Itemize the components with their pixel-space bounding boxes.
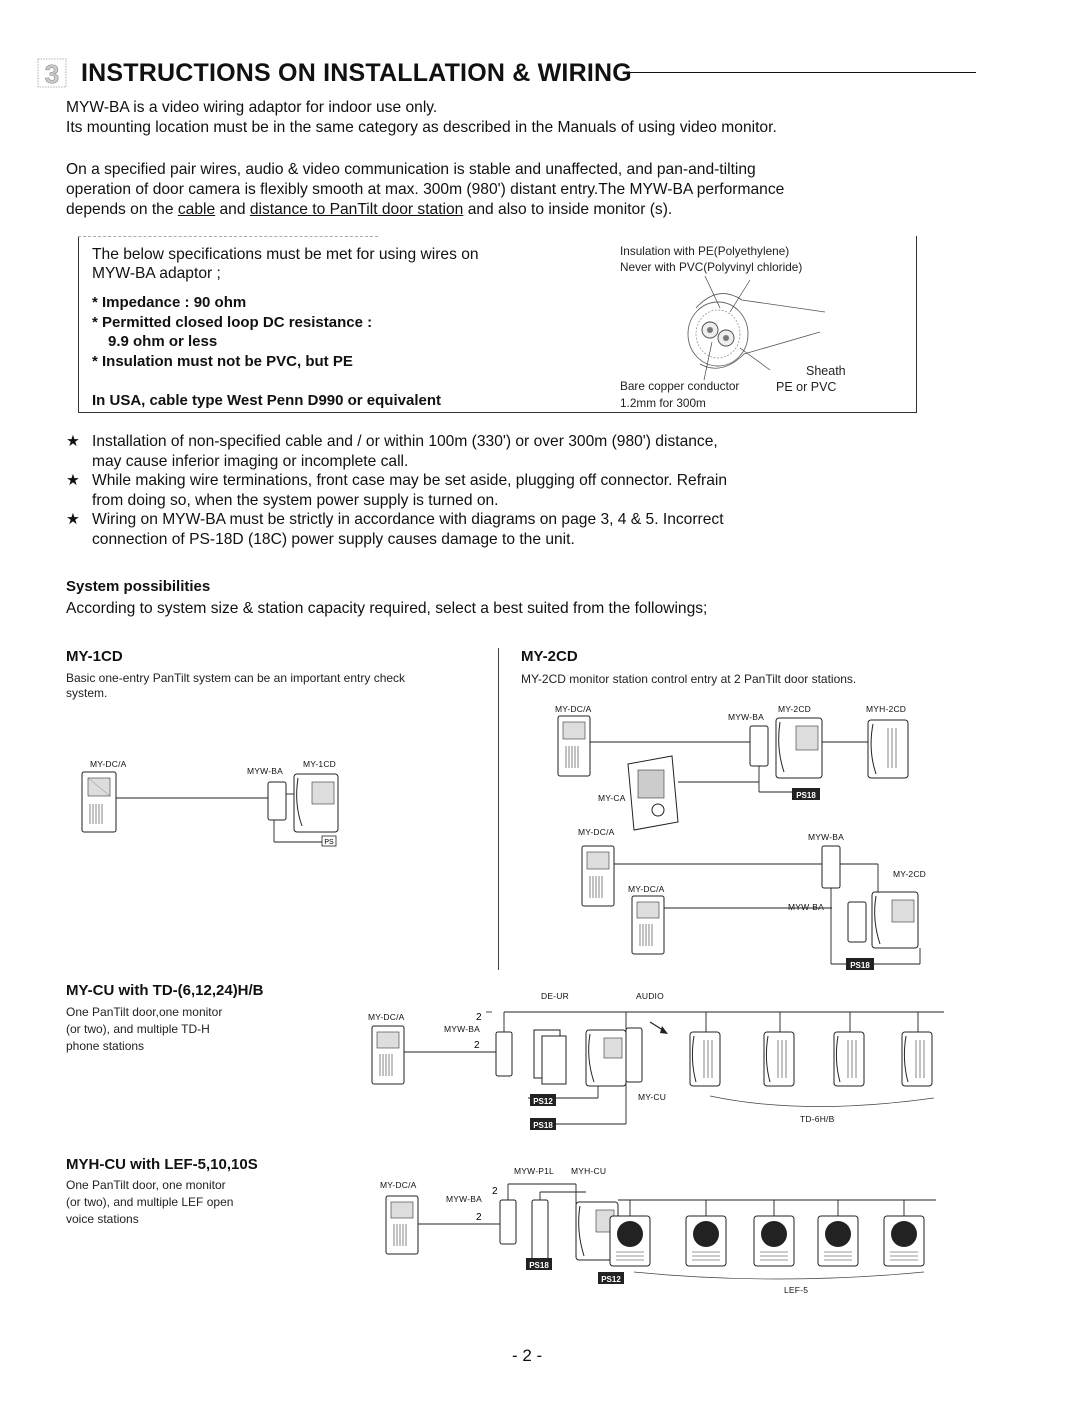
mycu-adaptor-label: MYW-BA bbox=[444, 1024, 480, 1034]
my1cd-caption-2: system. bbox=[66, 686, 108, 700]
my2cd-adaptor-c-label: MYW-BA bbox=[788, 902, 824, 912]
adaptor-icon bbox=[268, 782, 286, 842]
para2-line-1: On a specified pair wires, audio & video communication is stable and unaffected, and pan-and-tilting bbox=[66, 161, 756, 178]
adaptor-icon bbox=[848, 902, 866, 942]
my1cd-caption-1: Basic one-entry PanTilt system can be an important entry check bbox=[66, 671, 406, 685]
mycu-deur-label: DE-UR bbox=[541, 991, 569, 1001]
phone-icon bbox=[764, 1032, 794, 1086]
title-rule bbox=[623, 72, 976, 73]
section-title bbox=[37, 56, 632, 90]
door-station-icon bbox=[582, 846, 614, 906]
underlined-cable: cable bbox=[177, 201, 216, 218]
monitor-icon bbox=[776, 718, 822, 778]
door-station-icon bbox=[386, 1196, 418, 1254]
myhcu-adaptor-label: MYW-BA bbox=[446, 1194, 482, 1204]
column-divider bbox=[498, 648, 499, 970]
myhcu-num-top: 2 bbox=[492, 1186, 498, 1197]
intro-line-2: Its mounting location must be in the same category as described in the Manuals of using video monitor. bbox=[66, 119, 777, 136]
note-2 bbox=[66, 471, 1026, 510]
mycu-unit-label: MY-CU bbox=[638, 1092, 667, 1102]
sheath-material-label: PE or PVC bbox=[776, 380, 837, 394]
speaker-station-icon bbox=[754, 1216, 794, 1266]
unit-icon bbox=[626, 1028, 642, 1082]
door-station-icon bbox=[82, 772, 116, 832]
mycu-caption-1: One PanTilt door,one monitor bbox=[66, 1005, 223, 1019]
deur-icon bbox=[534, 1030, 566, 1084]
myhcu-ps12-label: PS12 bbox=[601, 1275, 621, 1284]
monitor-icon bbox=[586, 1030, 626, 1086]
page-number: - 2 - bbox=[512, 1346, 543, 1365]
myhcu-title: MYH-CU with LEF-5,10,10S bbox=[66, 1156, 258, 1173]
para2-text-a: depends on the bbox=[66, 201, 178, 218]
system-possibilities-heading: System possibilities bbox=[66, 578, 211, 595]
my2cd-adaptor-a-label: MYW-BA bbox=[728, 712, 764, 722]
mycu-audio-label: AUDIO bbox=[636, 991, 664, 1001]
my2cd-caption: MY-2CD monitor station control entry at 2 PanTilt door stations. bbox=[521, 672, 857, 686]
spec-bullet-resistance: * Permitted closed loop DC resistance : bbox=[92, 314, 373, 331]
my1cd-adaptor-label: MYW-BA bbox=[247, 766, 283, 776]
my2cd-monitor-b-label: MY-2CD bbox=[893, 869, 927, 879]
myhcu-p1l-label: MYW-P1L bbox=[514, 1166, 554, 1176]
my2cd-adaptor-b-label: MYW-BA bbox=[808, 832, 844, 842]
my1cd-diagram bbox=[80, 770, 350, 850]
spec-bullet-insulation: * Insulation must not be PVC, but PE bbox=[92, 353, 353, 370]
my2cd-title: MY-2CD bbox=[521, 648, 578, 665]
conductor-label: Bare copper conductor bbox=[620, 379, 740, 393]
speaker-station-icon bbox=[610, 1216, 650, 1266]
spec-bullet-impedance: * Impedance : 90 ohm bbox=[92, 294, 247, 311]
myhcu-door-label: MY-DC/A bbox=[380, 1180, 417, 1190]
mycu-door-label: MY-DC/A bbox=[368, 1012, 405, 1022]
my2cd-ps-b-label: PS18 bbox=[850, 961, 870, 970]
mycu-ps12-label: PS12 bbox=[533, 1097, 553, 1106]
adaptor-icon bbox=[750, 726, 768, 766]
mycu-title: MY-CU with TD-(6,12,24)H/B bbox=[66, 982, 264, 999]
mycu-caption-3: phone stations bbox=[66, 1039, 145, 1053]
my2cd-phone-a-label: MYH-2CD bbox=[866, 704, 907, 714]
mycu-num-bottom: 2 bbox=[474, 1040, 480, 1051]
my2cd-door-c-label: MY-DC/A bbox=[628, 884, 665, 894]
conductor-size-label: 1.2mm for 300m bbox=[620, 396, 706, 410]
my2cd-ps-a-label: PS18 bbox=[796, 791, 816, 800]
monitor-icon bbox=[872, 892, 918, 948]
adaptor-icon bbox=[496, 1032, 512, 1076]
system-possibilities-text: According to system size & station capacity required, select a best suited from the followings; bbox=[66, 600, 708, 617]
mycu-diagram bbox=[364, 998, 944, 1134]
myhcu-ps18-label: PS18 bbox=[529, 1261, 549, 1270]
insulation-note-2: Never with PVC(Polyvinyl chloride) bbox=[620, 260, 803, 274]
my2cd-door-a-label: MY-DC/A bbox=[555, 704, 592, 714]
star-icon: ★ bbox=[66, 433, 80, 450]
myhcu-caption-1: One PanTilt door, one monitor bbox=[66, 1178, 226, 1192]
my1cd-title: MY-1CD bbox=[66, 648, 123, 665]
myhcu-caption-2: (or two), and multiple LEF open bbox=[66, 1195, 234, 1209]
myhcu-caption-3: voice stations bbox=[66, 1212, 139, 1226]
speaker-station-icon bbox=[818, 1216, 858, 1266]
speaker-station-icon bbox=[686, 1216, 726, 1266]
door-station-icon bbox=[558, 716, 590, 776]
adaptor-icon bbox=[822, 846, 840, 888]
my1cd-ps-label: PS bbox=[324, 839, 334, 846]
monitor-icon bbox=[294, 774, 338, 832]
para2-line-3 bbox=[66, 200, 1026, 220]
star-icon: ★ bbox=[66, 472, 80, 489]
myhcu-unit-label: MYH-CU bbox=[571, 1166, 607, 1176]
note-2-line-1: While making wire terminations, front case may be set aside, plugging off connector. Refrain bbox=[92, 472, 728, 489]
para2-text-b: and bbox=[215, 201, 250, 218]
insulation-note-1: Insulation with PE(Polyethylene) bbox=[620, 244, 790, 258]
star-icon: ★ bbox=[66, 511, 80, 528]
usa-cable-type: In USA, cable type West Penn D990 or equivalent bbox=[92, 392, 441, 409]
spec-intro-line-1: The below specifications must be met for using wires on bbox=[92, 246, 479, 263]
note-3-line-1: Wiring on MYW-BA must be strictly in accordance with diagrams on page 3, 4 & 5. Incorrect bbox=[92, 511, 724, 528]
spec-bullet-resistance-value: 9.9 ohm or less bbox=[108, 333, 218, 350]
p1l-icon bbox=[532, 1200, 548, 1260]
page-title: INSTRUCTIONS ON INSTALLATION & WIRING bbox=[81, 58, 632, 87]
spec-intro bbox=[92, 245, 542, 283]
my2cd-diagram bbox=[540, 712, 940, 974]
phone-icon bbox=[868, 720, 908, 778]
spec-intro-line-2: MYW-BA adaptor ; bbox=[92, 265, 221, 282]
my1cd-door-label: MY-DC/A bbox=[90, 759, 127, 769]
note-1-line-1: Installation of non-specified cable and / or within 100m (330') or over 300m (980') distance, bbox=[92, 433, 718, 450]
section-number: 3 bbox=[44, 59, 60, 88]
door-station-icon bbox=[372, 1026, 404, 1084]
section-number-badge bbox=[37, 58, 67, 88]
my2cd-camera-label: MY-CA bbox=[598, 793, 626, 803]
note-1 bbox=[66, 432, 1026, 471]
note-1-line-2: may cause inferior imaging or incomplete call. bbox=[92, 452, 409, 470]
camera-icon bbox=[628, 756, 678, 830]
mycu-num-top: 2 bbox=[476, 1012, 482, 1023]
my1cd-monitor-label: MY-1CD bbox=[303, 759, 337, 769]
phone-icon bbox=[902, 1032, 932, 1086]
myhcu-diagram bbox=[376, 1176, 936, 1294]
spec-box-top-edge bbox=[78, 236, 378, 237]
speaker-station-icon bbox=[884, 1216, 924, 1266]
adaptor-icon bbox=[500, 1200, 516, 1244]
phone-icon bbox=[690, 1032, 720, 1086]
para2-line-2: operation of door camera is flexibly smooth at max. 300m (980') distant entry.The MYW-BA performance bbox=[66, 181, 785, 198]
intro-line-1: MYW-BA is a video wiring adaptor for indoor use only. bbox=[66, 99, 438, 116]
para2-text-c: and also to inside monitor (s). bbox=[463, 201, 673, 218]
mycu-phones-label: TD-6H/B bbox=[800, 1114, 835, 1124]
phone-icon bbox=[834, 1032, 864, 1086]
myhcu-stations-label: LEF-5 bbox=[784, 1285, 809, 1295]
myhcu-num-bottom: 2 bbox=[476, 1212, 482, 1223]
mycu-ps18-label: PS18 bbox=[533, 1121, 553, 1130]
note-2-line-2: from doing so, when the system power supply is turned on. bbox=[92, 491, 499, 509]
door-station-icon bbox=[632, 896, 664, 954]
note-3 bbox=[66, 510, 1026, 549]
my2cd-monitor-a-label: MY-2CD bbox=[778, 704, 812, 714]
underlined-distance: distance to PanTilt door station bbox=[249, 201, 464, 218]
sheath-label: Sheath bbox=[806, 364, 846, 378]
my2cd-door-b-label: MY-DC/A bbox=[578, 827, 615, 837]
mycu-caption-2: (or two), and multiple TD-H bbox=[66, 1022, 210, 1036]
note-3-line-2: connection of PS-18D (18C) power supply causes damage to the unit. bbox=[92, 530, 575, 548]
